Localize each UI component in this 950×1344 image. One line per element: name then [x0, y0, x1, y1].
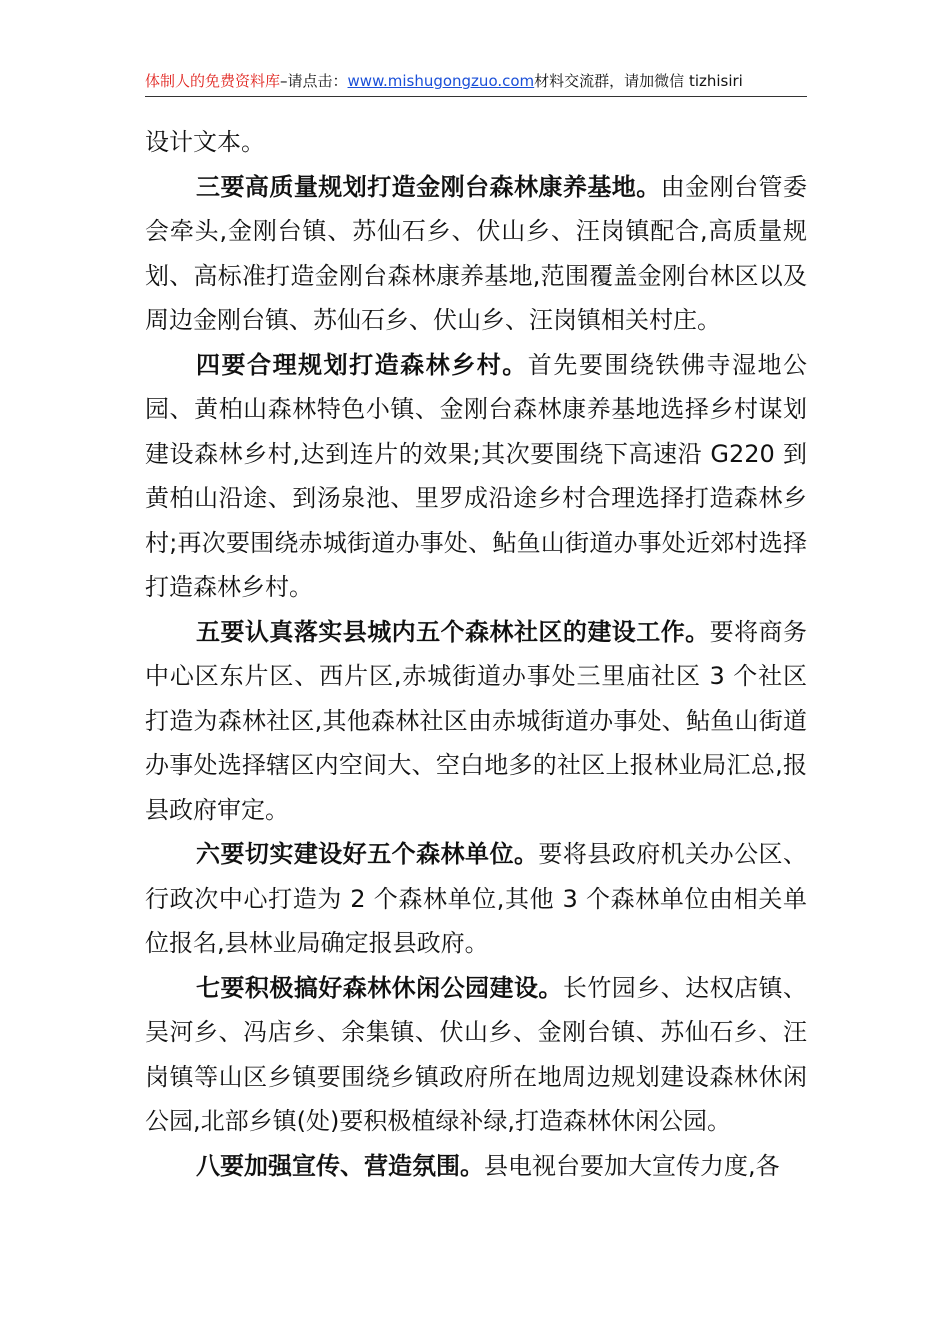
paragraph-text: 县电视台要加大宣传力度,各 — [484, 1151, 780, 1180]
paragraph-7 — [145, 1144, 807, 1189]
document-body — [145, 120, 807, 1188]
paragraph-3 — [145, 343, 807, 610]
paragraph-1 — [145, 120, 807, 165]
paragraph-text: 设计文本。 — [145, 128, 265, 156]
paragraph-lead: 八要加强宣传、营造氛围。 — [196, 1151, 484, 1180]
paragraph-5 — [145, 832, 807, 966]
paragraph-lead: 三要高质量规划打造金刚台森林康养基地。 — [196, 172, 661, 201]
header-url-link[interactable]: www.mishugongzuo.com — [347, 72, 535, 90]
paragraph-text: 首先要围绕铁佛寺湿地公园、黄柏山森林特色小镇、金刚台森林康养基地选择乡村谋划建设森林乡村,达到连片的效果;其次要围绕下高速沿 G220 到黄柏山沿途、到汤泉池、里罗成沿途乡村合理选择打造森林乡村;再次要围绕赤城街道办事处、鲇鱼山街道办事处近郊村选择打造森林乡村。 — [145, 350, 808, 601]
paragraph-text: 要将县政府机关办公区、行政次中心打造为 2 个森林单位,其他 3 个森林单位由相关单位报名,县林业局确定报县政府。 — [145, 840, 808, 957]
paragraph-lead: 五要认真落实县城内五个森林社区的建设工作。 — [196, 617, 710, 646]
page-header — [145, 68, 807, 97]
header-suffix: 材料交流群，请加微信 tizhisiri — [534, 72, 743, 90]
paragraph-6 — [145, 966, 807, 1144]
paragraph-lead: 四要合理规划打造森林乡村。 — [196, 350, 528, 379]
paragraph-text: 长竹园乡、达权店镇、吴河乡、冯店乡、余集镇、伏山乡、金刚台镇、苏仙石乡、汪岗镇等山区乡镇要围绕乡镇政府所在地周边规划建设森林休闲公园,北部乡镇(处)要积极植绿补绿,打造森林休闲公园。 — [145, 973, 807, 1135]
header-prefix: –请点击： — [280, 72, 348, 90]
paragraph-4 — [145, 610, 807, 833]
paragraph-lead: 七要积极搞好森林休闲公园建设。 — [196, 973, 563, 1002]
paragraph-2 — [145, 165, 807, 343]
paragraph-text: 由金刚台管委会牵头,金刚台镇、苏仙石乡、伏山乡、汪岗镇配合,高质量规划、高标准打造金刚台森林康养基地,范围覆盖金刚台林区以及周边金刚台镇、苏仙石乡、伏山乡、汪岗镇相关村庄。 — [145, 172, 808, 334]
paragraph-lead: 六要切实建设好五个森林单位。 — [196, 840, 539, 868]
header-brand: 体制人的免费资料库 — [145, 72, 281, 90]
paragraph-text: 要将商务中心区东片区、西片区,赤城街道办事处三里庙社区 3 个社区打造为森林社区,其他森林社区由赤城街道办事处、鲇鱼山街道办事处选择辖区内空间大、空白地多的社区上报林业局汇总,报县政府审定。 — [145, 617, 807, 824]
